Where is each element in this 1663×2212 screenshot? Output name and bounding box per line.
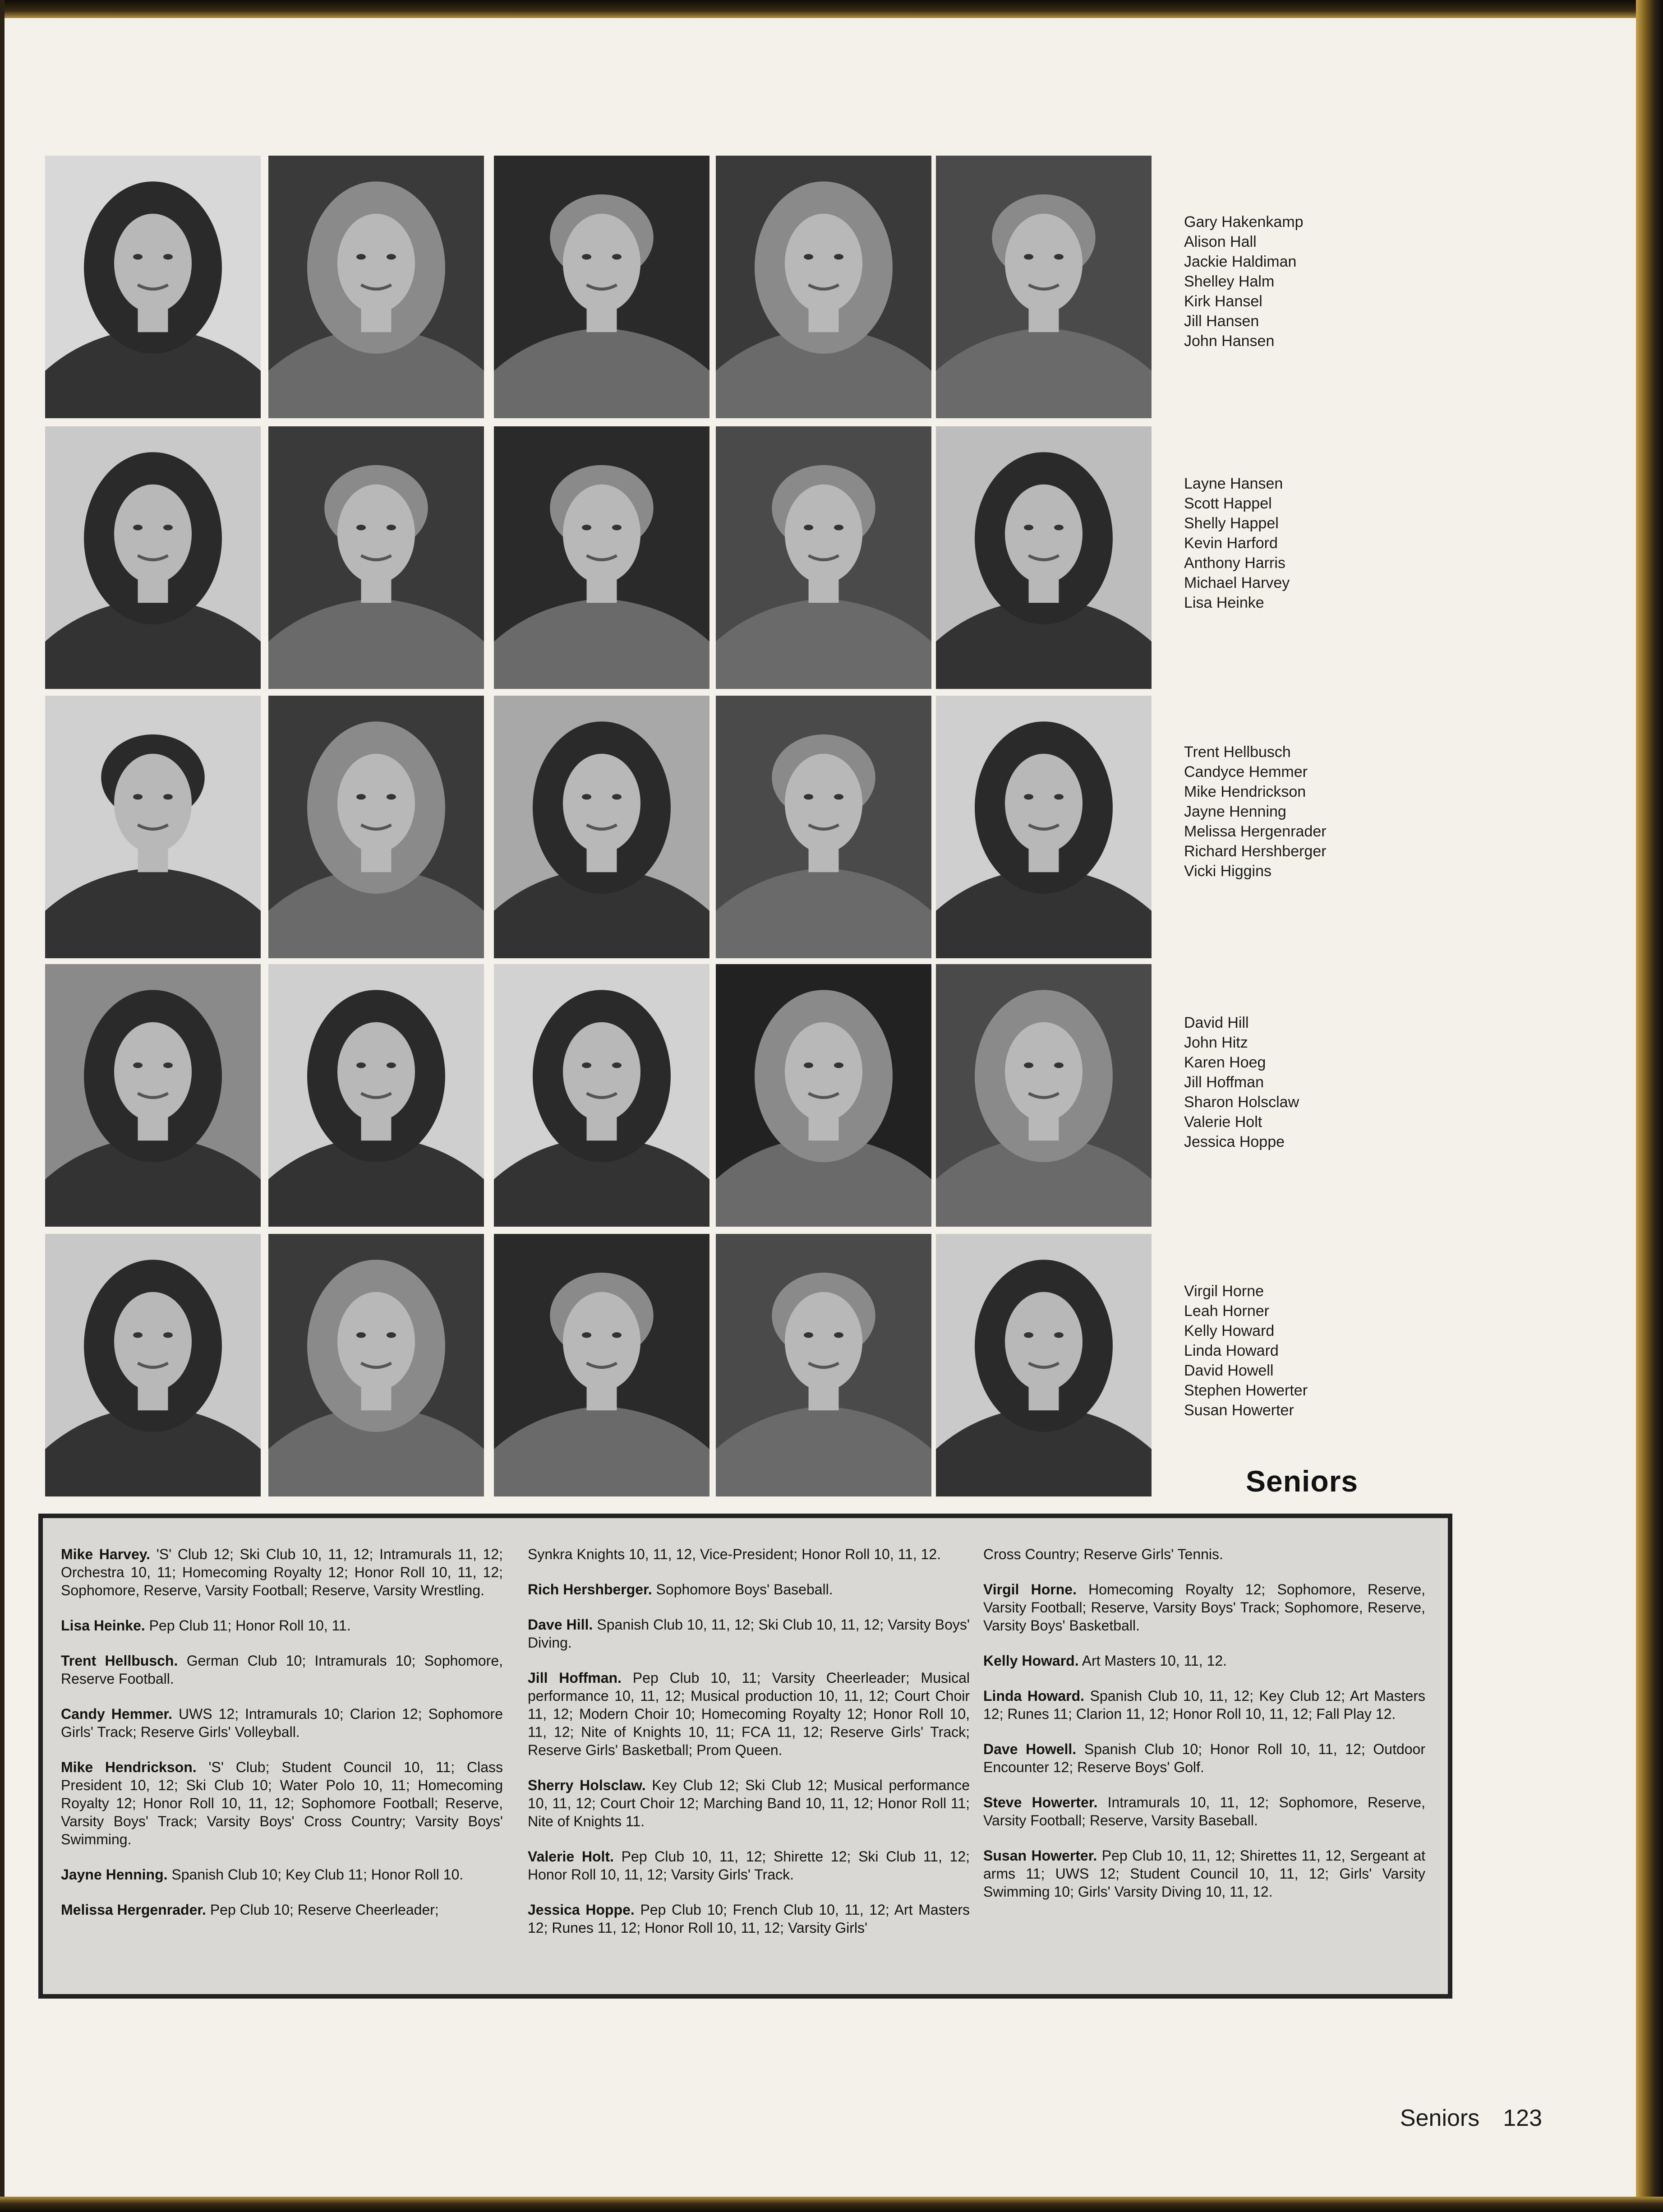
student-name: Richard Hershberger [1184,843,1327,860]
bio-entry [528,1616,970,1652]
bio-text: Intramurals 10, 11, 12; Sophomore, Reserve, Varsity Football; Reserve, Varsity Baseball. [983,1794,1426,1829]
student-name: Kirk Hansel [1184,293,1262,310]
student-name: Sharon Holsclaw [1184,1094,1299,1111]
scan-edge-left [0,0,5,2212]
bio-entry [983,1793,1425,1829]
student-portrait [494,426,709,689]
student-name: David Howell [1184,1362,1274,1379]
bio-name: Rich Hershberger. [528,1581,652,1598]
bio-name: Steve Howerter. [983,1794,1098,1810]
bio-text: Homecoming Royalty 12; Sophomore, Reserve, Varsity Football; Reserve, Varsity Boys' Track; Sophomore, Reserve, Varsity Boys' Basketball. [983,1581,1426,1634]
student-name: Trent Hellbusch [1184,743,1291,761]
bio-text: Cross Country; Reserve Girls' Tennis. [983,1546,1223,1562]
student-name: Anthony Harris [1184,554,1285,572]
student-name: Layne Hansen [1184,475,1283,492]
student-portrait [494,964,709,1227]
bio-text: Pep Club 10, 11, 12; Shirette 12; Ski Club 11, 12; Honor Roll 10, 11, 12; Varsity Girls' Track. [528,1848,970,1883]
bio-name: Dave Hill. [528,1616,593,1633]
student-portrait [45,156,261,418]
bio-entry [983,1740,1425,1776]
student-name: Susan Howerter [1184,1402,1294,1419]
bio-text: Pep Club 10; Reserve Cheerleader; [206,1902,439,1918]
student-portrait [716,1234,931,1496]
student-name: John Hansen [1184,332,1275,350]
student-name: Jill Hansen [1184,313,1259,330]
bio-entry [528,1669,970,1759]
student-name: Shelly Happel [1184,515,1279,532]
student-portrait [716,156,931,418]
bio-entry [61,1901,503,1919]
student-name: Kelly Howard [1184,1322,1275,1339]
student-name: Valerie Holt [1184,1113,1262,1131]
student-name: Jackie Haldiman [1184,253,1297,270]
student-portrait [45,964,261,1227]
bio-text: Pep Club 10; French Club 10, 11, 12; Art Masters 12; Runes 11, 12; Honor Roll 10, 11, 12; Varsity Girls' [528,1902,970,1936]
student-name: Mike Hendrickson [1184,783,1306,800]
student-name: David Hill [1184,1014,1249,1031]
student-name: Alison Hall [1184,233,1257,250]
biography-box [38,1514,1452,1999]
bio-entry [61,1705,503,1741]
bio-name: Jayne Henning. [61,1866,168,1883]
name-list-row-5 [1184,1281,1400,1420]
section-heading: Seniors [1246,1464,1359,1498]
bio-column-3 [983,1545,1425,1918]
bio-name: Dave Howell. [983,1741,1077,1757]
student-name: Vicki Higgins [1184,863,1272,880]
bio-text: Art Masters 10, 11, 12. [1078,1653,1227,1669]
bio-text: Spanish Club 10; Honor Roll 10, 11, 12; Outdoor Encounter 12; Reserve Boys' Golf. [983,1741,1425,1775]
bio-text: Spanish Club 10, 11, 12; Ski Club 10, 11, 12; Varsity Boys' Diving. [528,1616,970,1651]
bio-name: Mike Harvey. [61,1546,151,1562]
bio-name: Trent Hellbusch. [61,1653,178,1669]
bio-entry [528,1580,970,1598]
bio-text: 'S' Club; Student Council 10, 11; Class President 10, 12; Ski Club 10; Water Polo 10, 11; Homecoming Royalty 12; Honor Roll 10, 11, 12; Sophomore Football; Reserve, Varsity Boys' Track; Varsity Boys' Cross Country; Varsity Boys' Swimming. [61,1759,503,1847]
student-portrait [936,1234,1152,1496]
footer-section-label: Seniors [1400,2105,1480,2131]
portrait-grid [45,156,1157,1498]
bio-entry [61,1866,503,1884]
student-name: Lisa Heinke [1184,594,1264,611]
student-name: Gary Hakenkamp [1184,213,1304,231]
student-name: Melissa Hergenrader [1184,823,1327,840]
bio-text: Spanish Club 10, 11, 12; Key Club 12; Art Masters 12; Runes 11; Clarion 11, 12; Honor Roll 10, 11, 12; Fall Play 12. [983,1688,1426,1722]
student-portrait [268,696,484,958]
bio-entry [983,1847,1425,1901]
name-list-row-1 [1184,212,1400,351]
student-portrait [268,1234,484,1496]
student-portrait [936,696,1152,958]
bio-entry [983,1652,1425,1670]
bio-entry [61,1545,503,1599]
student-portrait [268,964,484,1227]
student-name: Jessica Hoppe [1184,1133,1285,1150]
bio-name: Susan Howerter. [983,1847,1097,1864]
student-name: Candyce Hemmer [1184,763,1308,780]
bio-text: Key Club 12; Ski Club 12; Musical performance 10, 11, 12; Court Choir 12; Marching Band 10, 11, 12; Honor Roll 11; Nite of Knights 11. [528,1777,970,1829]
student-portrait [45,696,261,958]
bio-entry [528,1545,970,1563]
bio-text: 'S' Club 12; Ski Club 10, 11, 12; Intramurals 11, 12; Orchestra 10, 11; Homecoming Royalty 12; Honor Roll 10, 11, 12; Sophomore, Reserve, Varsity Football; Reserve, Varsity Wrestling. [61,1546,503,1598]
student-name: Leah Horner [1184,1302,1270,1320]
page-footer [1400,2105,1542,2132]
bio-entry [528,1776,970,1830]
student-portrait [936,156,1152,418]
student-name: Kevin Harford [1184,535,1278,552]
bio-name: Linda Howard. [983,1688,1085,1704]
bio-text: Sophomore Boys' Baseball. [652,1581,833,1598]
student-portrait [936,964,1152,1227]
bio-entry [61,1652,503,1688]
bio-name: Jill Hoffman. [528,1670,622,1686]
student-portrait [268,156,484,418]
bio-text: Spanish Club 10; Key Club 11; Honor Roll 10. [167,1866,464,1883]
student-portrait [716,964,931,1227]
name-list-row-3 [1184,742,1400,881]
bio-text: Pep Club 10, 11, 12; Shirettes 11, 12, Sergeant at arms 11; UWS 12; Student Council 10, 11, 12; Girls' Varsity Swimming 10; Girls' Varsity Diving 10, 11, 12. [983,1847,1426,1900]
scan-edge-top [0,0,1663,18]
student-portrait [936,426,1152,689]
student-portrait [494,1234,709,1496]
bio-name: Melissa Hergenrader. [61,1902,206,1918]
bio-entry [61,1758,503,1848]
student-name: Stephen Howerter [1184,1382,1308,1399]
bio-entry [983,1580,1425,1635]
student-portrait [716,696,931,958]
student-portrait [268,426,484,689]
bio-name: Mike Hendrickson. [61,1759,197,1775]
bio-name: Kelly Howard. [983,1653,1079,1669]
student-name: Jayne Henning [1184,803,1286,820]
bio-entry [528,1901,970,1937]
bio-name: Virgil Horne. [983,1581,1077,1598]
student-portrait [494,696,709,958]
binding-edge-right [1636,0,1663,2212]
name-list-row-4 [1184,1013,1400,1152]
bio-name: Jessica Hoppe. [528,1902,635,1918]
bio-text: Pep Club 10, 11; Varsity Cheerleader; Musical performance 10, 11, 12; Musical production 10, 11, 12; Court Choir 11, 12; Modern Choir 10; Homecoming Royalty 12; Honor Roll 10, 11, 12; Nite of Knights 10, 11; FCA 11, 12; Reserve Girls' Track; Reserve Girls' Basketball; Prom Queen. [528,1670,970,1758]
bio-text: UWS 12; Intramurals 10; Clarion 12; Sophomore Girls' Track; Reserve Girls' Volleyball. [61,1706,503,1740]
student-name: Jill Hoffman [1184,1074,1264,1091]
bio-name: Valerie Holt. [528,1848,614,1865]
student-portrait [45,1234,261,1496]
bio-name: Lisa Heinke. [61,1617,145,1634]
student-name: Michael Harvey [1184,574,1290,591]
student-name: John Hitz [1184,1034,1248,1051]
name-list-row-2 [1184,474,1400,613]
student-name: Linda Howard [1184,1342,1279,1359]
student-portrait [716,426,931,689]
bio-entry [528,1847,970,1884]
student-name: Karen Hoeg [1184,1054,1266,1071]
bio-text: Pep Club 11; Honor Roll 10, 11. [145,1617,351,1634]
bio-name: Sherry Holsclaw. [528,1777,646,1793]
page-number: 123 [1503,2105,1542,2131]
scan-edge-bottom [0,2197,1663,2212]
student-portrait [45,426,261,689]
bio-name: Candy Hemmer. [61,1706,172,1722]
bio-entry [983,1545,1425,1563]
bio-column-2 [528,1545,970,1954]
bio-entry [61,1616,503,1635]
bio-text: Synkra Knights 10, 11, 12, Vice-President; Honor Roll 10, 11, 12. [528,1546,941,1562]
bio-entry [983,1687,1425,1723]
student-name: Virgil Horne [1184,1283,1264,1300]
bio-column-1 [61,1545,503,1936]
student-portrait [494,156,709,418]
student-name: Scott Happel [1184,495,1272,512]
student-name: Shelley Halm [1184,273,1275,290]
bio-text: German Club 10; Intramurals 10; Sophomore, Reserve Football. [61,1653,503,1687]
